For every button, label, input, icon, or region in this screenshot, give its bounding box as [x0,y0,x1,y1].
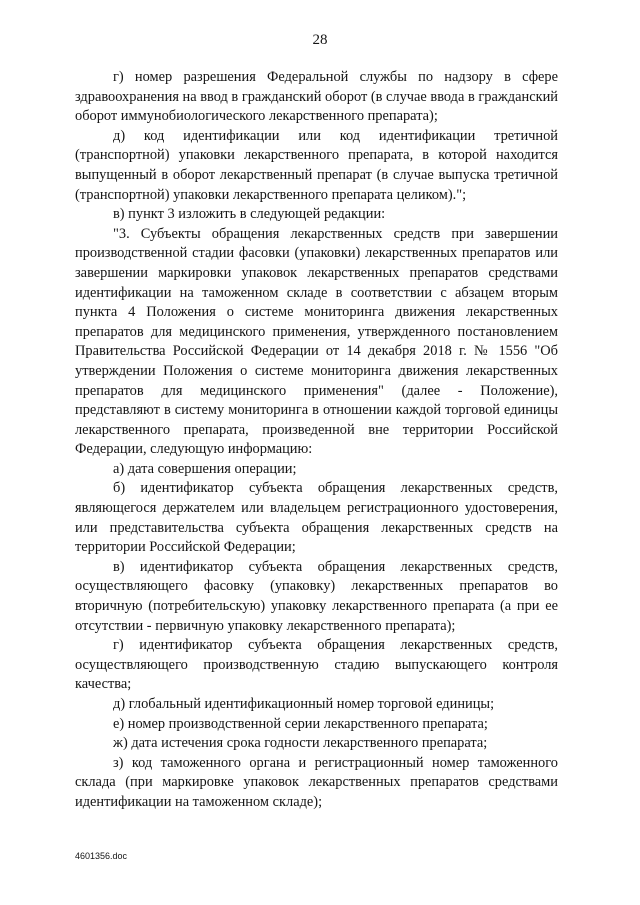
paragraph-d-gtin: д) глобальный идентификационный номер торговой единицы; [113,696,495,712]
paragraph-g-permit-number: г) номер разрешения Федеральной службы по надзору в сфере здравоохранения на ввод в гражданский оборот (в случае ввода в гражданский оборот иммунобиологического лекарственного препарата); [75,69,558,125]
paragraph-v-point3-intro: в) пункт 3 изложить в следующей редакции: [113,206,386,223]
document-body [75,68,558,813]
paragraph-v-packager-identifier: в) идентификатор субъекта обращения лекарственных средств, осуществляющего фасовку (упаковку) лекарственных препаратов во вторичную (потребительскую) упаковку лекарственного препарата (а при ее отсутствии - первичную упаковку лекарственного препарата); [75,558,558,634]
paragraph-zh-expiry-date: ж) дата истечения срока годности лекарственного препарата; [113,735,488,752]
page-number: 28 [312,32,328,48]
paragraph-d-identification-code: д) код идентификации или код идентификации третичной (транспортной) упаковки лекарственного препарата, в которой находится выпущенный в оборот лекарственный препарат (в случае выпуска третичной (транспортной) упаковки лекарственного препарата целиком)."; [75,127,558,203]
paragraph-e-batch-number: е) номер производственной серии лекарственного препарата; [113,715,488,732]
paragraph-a-operation-date: а) дата совершения операции; [113,460,297,477]
paragraph-point3-text: "3. Субъекты обращения лекарственных средств при завершении производственной стадии фасовки (упаковки) лекарственных препаратов или завершении маркировки упаковок лекарственных препаратов средствами идентификации на таможенном складе в соответствии с абзацем вторым пункта 4 Положения о системе мониторинга движения лекарственных препаратов для медицинского применения, утвержденного постановлением Правительства Российской Федерации от 14 декабря 2018 г. № 1556 "Об утверждении Положения о системе мониторинга движения лекарственных препаратов для медицинского применения" (далее - Положение), представляют в систему мониторинга в отношении каждой торговой единицы лекарственного препарата, произведенной вне территории Российской Федерации, следующую информацию: [75,225,558,458]
paragraph-b-holder-identifier: б) идентификатор субъекта обращения лекарственных средств, являющегося держателем или владельцем регистрационного удостоверения, или представительства субъекта обращения лекарственных средств на территории Российской Федерации; [75,480,558,556]
paragraph-g-quality-control-identifier: г) идентификатор субъекта обращения лекарственных средств, осуществляющего производственную стадию выпускающего контроля качества; [75,637,558,693]
footer-doc-filename: 4601356.doc [75,851,128,861]
paragraph-z-customs-code: з) код таможенного органа и регистрационный номер таможенного склада (при маркировке упаковок лекарственных препаратов средствами идентификации на таможенном складе); [75,754,558,810]
